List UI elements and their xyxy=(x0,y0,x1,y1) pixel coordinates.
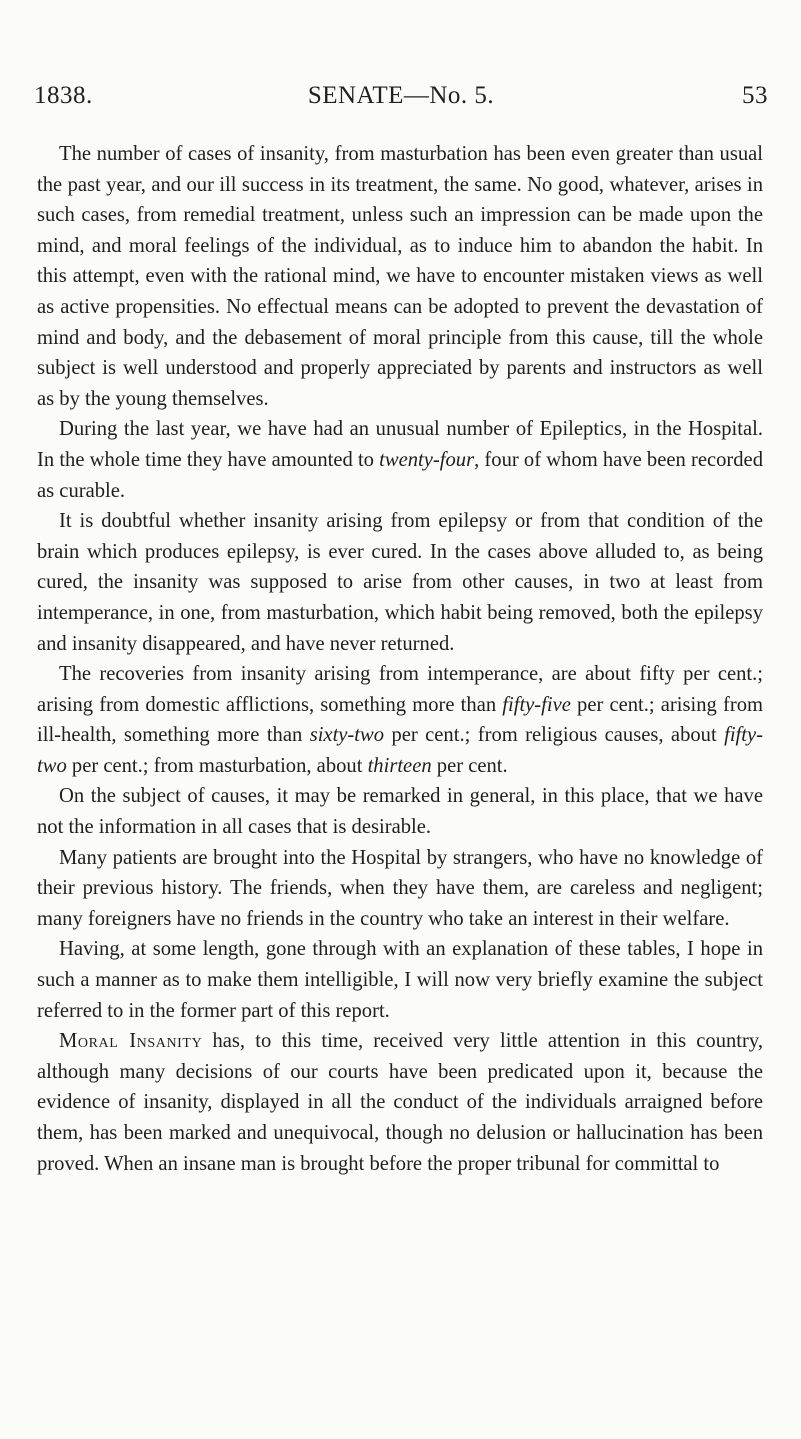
text-segment: The number of cases of insanity, from masturbation has been even greater than usual the past year, and our ill success in its treatment, the same. No good, whatever, arises in such cases, from remedial treatment, unless such an impression can be made upon the mind, and moral feelings of the individual, as to induce him to abandon the habit. In this attempt, even with the rational mind, we have to encounter mistaken views as well as active propensities. No effectual means can be adopted to prevent the devastation of mind and body, and the debasement of moral principle from this cause, till the whole subject is well understood and properly appreciated by parents and instructors as well as by the young themselves. xyxy=(37,143,763,410)
paragraph-moral-insanity xyxy=(37,1026,763,1179)
paragraph-epilepsy-cure xyxy=(37,506,763,659)
text-segment: per cent. xyxy=(431,754,508,777)
text-segment: The recoveries from insanity arising from intemperance, are about fifty per cent.; arising from domestic afflictions, something more than xyxy=(37,663,763,716)
term-moral-insanity: Moral Insanity xyxy=(59,1030,203,1053)
text-segment: per cent.; from masturbation, about xyxy=(66,754,368,777)
emphasis-fifty-five: fifty-five xyxy=(502,693,571,716)
text-segment: On the subject of causes, it may be remarked in general, in this place, that we have not the information in all cases that is desirable. xyxy=(37,785,763,839)
paragraph-tables xyxy=(37,934,763,1026)
text-segment: It is doubtful whether insanity arising from epilepsy or from that condition of the brain which produces epilepsy, is ever cured. In the cases above alluded to, as being cured, the insanity was supposed to arise from other causes, in two at least from intemperance, in one, from masturbation, which habit being removed, both the epilepsy and insanity disappeared, and have never returned. xyxy=(37,510,763,655)
text-segment: Having, at some length, gone through with an explanation of these tables, I hope in such a manner as to make them intelligible, I will now very briefly examine the subject referred to in the former part of this report. xyxy=(37,938,763,1022)
emphasis-sixty-two: sixty-two xyxy=(309,724,385,747)
emphasis-fifty-two: fifty-two xyxy=(37,724,763,777)
paragraph-masturbation xyxy=(37,139,763,414)
body-text xyxy=(37,139,763,1179)
text-segment: Many patients are brought into the Hospital by strangers, who have no knowledge of their previous history. The friends, when they have them, are careless and negligent; many foreigners have no friends in the country who take an interest in their welfare. xyxy=(37,846,763,930)
emphasis-thirteen: thirteen xyxy=(367,754,432,777)
header-title: SENATE—No. 5. xyxy=(307,82,495,109)
text-segment: , four of whom have been recorded as curable. xyxy=(37,448,763,502)
header-page-number: 53 xyxy=(742,82,768,109)
text-segment: per cent.; from religious causes, about xyxy=(384,724,725,747)
paragraph-causes xyxy=(37,781,763,842)
emphasis-twenty-four: twenty-four xyxy=(379,448,475,471)
paragraph-epileptics xyxy=(37,414,763,506)
text-segment: has, to this time, received very little attention in this country, although many decisions of our courts have been predicated upon it, because the evidence of insanity, displayed in all the conduct of the individuals arraigned before them, has been marked and unequivocal, though no delusion or hallucination has been proved. When an insane man is brought before the proper tribunal for committal to xyxy=(37,1030,763,1175)
text-segment: per cent.; arising from ill-health, something more than xyxy=(37,693,764,747)
paragraph-strangers xyxy=(37,843,763,935)
running-head xyxy=(34,82,768,116)
paragraph-recoveries xyxy=(37,659,763,781)
header-year: 1838. xyxy=(34,82,93,109)
text-segment: During the last year, we have had an unusual number of Epileptics, in the Hospital. In the whole time they have amounted to xyxy=(37,418,763,471)
